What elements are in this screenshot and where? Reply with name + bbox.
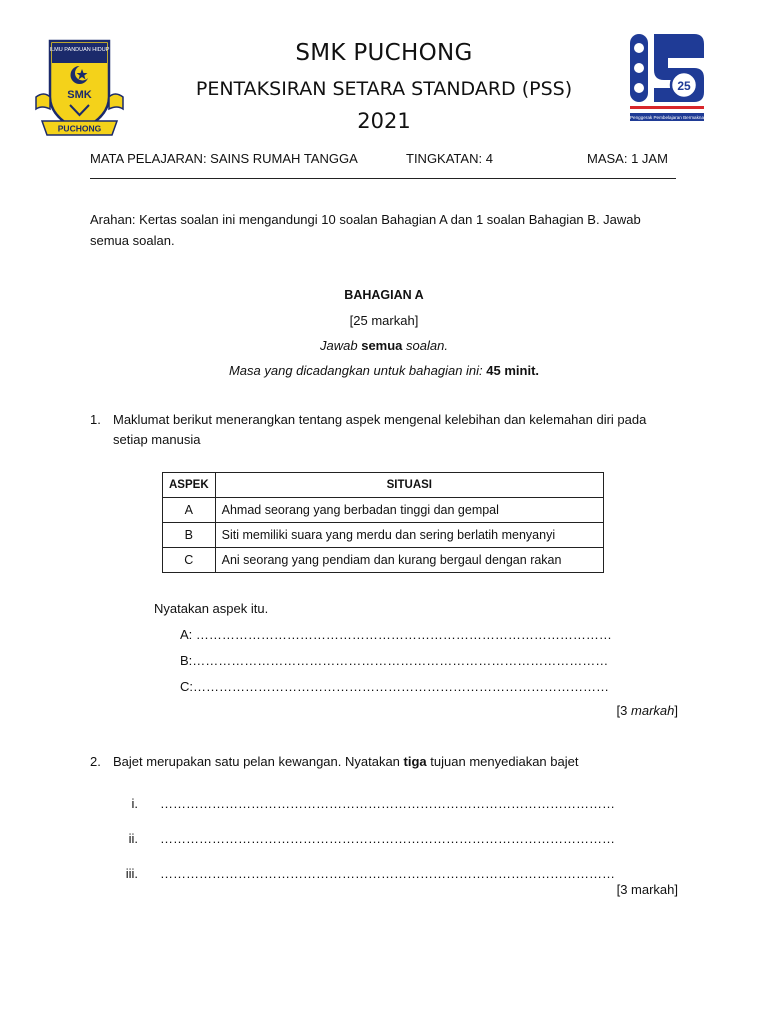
instructions-text: Arahan: Kertas soalan ini mengandungi 10 soalan Bahagian A dan 1 soalan Bahagian B. Jawab semua soalan. <box>90 212 641 248</box>
form-label: TINGKATAN: 4 <box>406 151 493 166</box>
section-time-value: 45 minit. <box>486 363 540 378</box>
question-number: 1. <box>90 412 101 427</box>
question-number: 2. <box>90 754 101 769</box>
roman-numeral: iii. <box>125 866 138 881</box>
answer-line-c[interactable]: C:…………………………………………………………………………………… <box>180 679 609 694</box>
table-row <box>163 498 604 523</box>
table-row <box>163 548 604 573</box>
table-cell-situasi: Siti memiliki suara yang merdu dan sering berlatih menyanyi <box>215 523 603 548</box>
answer-line-a[interactable]: A: …………………………………………………………………………………… <box>180 627 612 642</box>
exam-year: 2021 <box>357 109 411 133</box>
table-header-situasi: SITUASI <box>215 473 603 498</box>
marks-word: markah <box>631 703 675 718</box>
table-header-aspek: ASPEK <box>163 473 216 498</box>
crest-banner-text: ILMU PANDUAN HIDUP <box>49 47 110 53</box>
section-marks: [25 markah] <box>349 313 419 328</box>
crest-ribbon-text: PUCHONG <box>57 123 102 134</box>
instruction-word-3: soalan. <box>406 338 448 353</box>
question-text-part: Bajet merupakan satu pelan kewangan. Nyatakan <box>113 754 400 769</box>
section-time <box>0 363 768 378</box>
question-text <box>113 752 683 772</box>
anniversary-logo-icon <box>624 28 710 126</box>
question-text: Maklumat berikut menerangkan tentang aspek mengenal kelebihan dan kelemahan diri pada setiap manusia <box>113 412 647 447</box>
crest-letters: SMK <box>67 89 92 101</box>
table-cell-situasi: Ani seorang yang pendiam dan kurang bergaul dengan rakan <box>215 548 603 573</box>
section-time-text: Masa yang dicadangkan untuk bahagian ini: <box>228 363 483 378</box>
question-text-part: tujuan menyediakan bajet <box>430 754 579 769</box>
table-cell-aspek: C <box>163 548 216 573</box>
question-prompt: Nyatakan aspek itu. <box>154 601 269 616</box>
exam-title: PENTAKSIRAN SETARA STANDARD (PSS) <box>195 78 573 100</box>
question-text-emphasis: tiga <box>403 754 427 769</box>
table-cell-aspek: B <box>163 523 216 548</box>
logo-caption: Penggerak Pembelajaran Bermakna <box>629 115 705 120</box>
subject-label: MATA PELAJARAN: SAINS RUMAH TANGGA <box>90 151 358 166</box>
section-instruction <box>0 338 768 353</box>
section-title: BAHAGIAN A <box>344 288 424 302</box>
answer-line-iii[interactable]: …………………………………………………………………………………………… <box>160 866 615 881</box>
header-divider <box>90 178 676 179</box>
question-marks <box>560 703 678 718</box>
instruction-word-1: Jawab <box>320 338 358 353</box>
roman-numeral: ii. <box>128 831 138 846</box>
marks-open: [3 <box>616 703 628 718</box>
answer-line-i[interactable]: …………………………………………………………………………………………… <box>160 796 615 811</box>
question-marks: [3 markah] <box>616 882 678 897</box>
marks-close: ] <box>674 703 678 718</box>
roman-numeral: i. <box>131 796 138 811</box>
answer-line-ii[interactable]: …………………………………………………………………………………………… <box>160 831 615 846</box>
table-cell-situasi: Ahmad seorang yang berbadan tinggi dan gempal <box>215 498 603 523</box>
answer-line-b[interactable]: B:…………………………………………………………………………………… <box>180 653 609 668</box>
aspect-table <box>162 472 604 573</box>
instruction-word-2: semua <box>361 338 403 353</box>
time-label: MASA: 1 JAM <box>587 151 668 166</box>
table-cell-aspek: A <box>163 498 216 523</box>
table-row <box>163 523 604 548</box>
logo-25-text: 25 <box>677 79 691 93</box>
school-name: SMK PUCHONG <box>295 40 473 66</box>
table-header-row <box>163 473 604 498</box>
school-crest-icon <box>32 35 127 140</box>
